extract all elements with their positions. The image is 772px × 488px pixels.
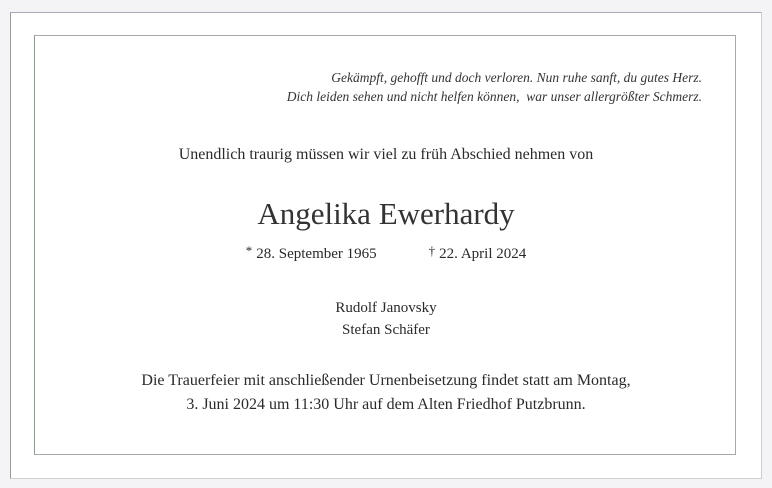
service-line: Die Trauerfeier mit anschließender Urnenbeisetzung findet statt am Montag, — [141, 372, 631, 389]
cross-icon: † — [428, 243, 436, 258]
poem-line: Dich leiden sehen und nicht helfen können, war unser allergrößter Schmerz. — [286, 89, 702, 104]
service-info — [0, 369, 772, 417]
mourners — [0, 297, 772, 341]
birth-symbol: * — [245, 243, 253, 258]
mourner: Rudolf Janovsky — [335, 300, 437, 316]
intro-text: Unendlich traurig müssen wir viel zu früh Abschied nehmen von — [178, 146, 594, 163]
death-date-text: 22. April 2024 — [439, 246, 527, 262]
death-date — [429, 243, 527, 263]
deceased-name: Angelika Ewerhardy — [257, 196, 515, 231]
poem-line: Gekämpft, gehofft und doch verloren. Nun ruhe sanft, du gutes Herz. — [331, 70, 702, 85]
poem — [287, 68, 702, 106]
birth-date-text: 28. September 1965 — [256, 246, 377, 262]
service-line: 3. Juni 2024 um 11:30 Uhr auf dem Alten Friedhof Putzbrunn. — [186, 396, 586, 413]
mourner: Stefan Schäfer — [342, 322, 430, 338]
birth-date — [246, 243, 377, 263]
life-dates — [0, 243, 772, 263]
